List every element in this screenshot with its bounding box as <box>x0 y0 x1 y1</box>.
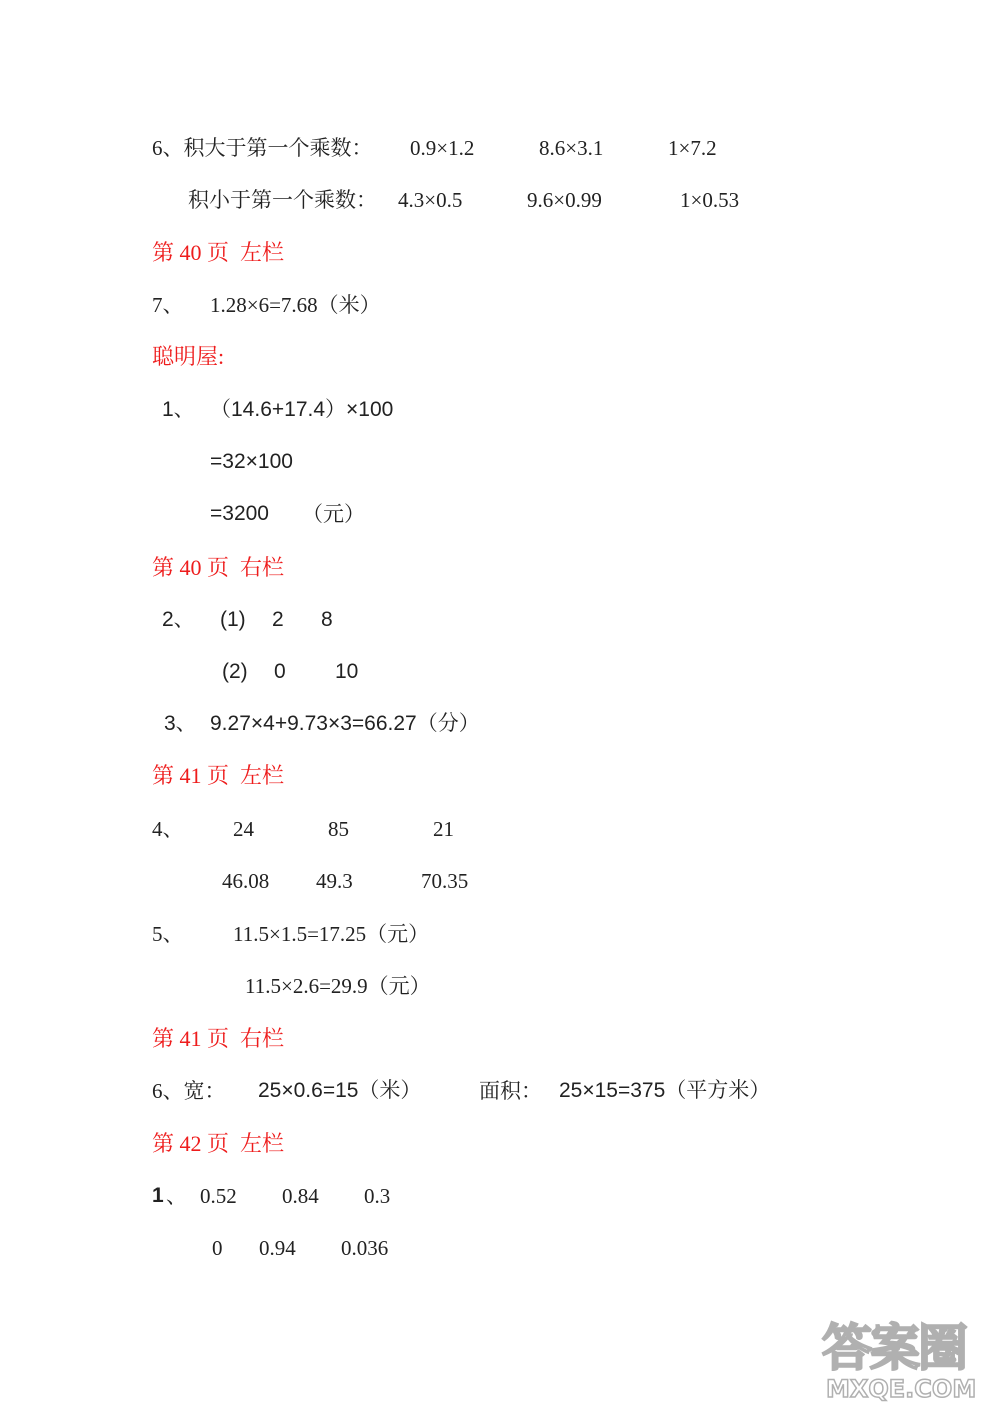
p1-answer: 0 <box>212 1236 223 1260</box>
q4-answer: 49.3 <box>316 869 353 893</box>
q6-answer: 1×7.2 <box>668 136 717 160</box>
r2-row-1 <box>0 606 333 634</box>
q6-answer: 4.3×0.5 <box>398 188 463 212</box>
q6-answer: 0.9×1.2 <box>410 136 475 160</box>
watermark-url: MXQE.COM <box>826 1375 977 1403</box>
section-heading: 第 41 页 左栏 <box>152 763 285 788</box>
r2-answer: 0 <box>274 660 286 683</box>
p1-row-2 <box>0 1234 389 1262</box>
r2-number: 2、 <box>162 608 195 631</box>
q6-label-greater: 6、积大于第一个乘数： <box>152 136 373 160</box>
q5-answer: 11.5×1.5=17.25（元） <box>233 922 430 946</box>
c1-line-3: =3200 <box>210 502 269 525</box>
r6-label: 6、宽： <box>152 1079 226 1103</box>
c1-row-1 <box>0 396 394 424</box>
c1-line-1: （14.6+17.4）×100 <box>210 398 394 421</box>
q6-answer: 9.6×0.99 <box>527 188 602 212</box>
r2-part-label: (1) <box>220 608 246 631</box>
q4-number: 4、 <box>152 817 184 841</box>
r3-row <box>0 710 480 738</box>
section-heading: 第 42 页 左栏 <box>152 1131 285 1156</box>
q4-answer: 21 <box>433 817 454 841</box>
p1-answer: 0.94 <box>259 1236 296 1260</box>
p1-number: 1 <box>152 1184 164 1207</box>
q7-answer: 1.28×6=7.68（米） <box>210 293 381 317</box>
q7-row <box>0 291 381 319</box>
c1-row-3 <box>0 500 365 528</box>
r2-answer: 10 <box>335 660 359 683</box>
q4-row-2 <box>0 867 469 895</box>
q6-row-less <box>0 186 740 214</box>
q5-number: 5、 <box>152 922 184 946</box>
q7-number: 7、 <box>152 293 184 317</box>
q6-row-greater <box>0 134 717 162</box>
p1-separator: 、 <box>166 1184 187 1208</box>
c1-line-2: =32×100 <box>210 450 293 473</box>
q6-label-less: 积小于第一个乘数： <box>188 188 377 212</box>
section-heading: 第 40 页 右栏 <box>152 555 285 580</box>
r6-row <box>0 1077 771 1105</box>
section-heading: 第 40 页 左栏 <box>152 240 285 265</box>
r6-width: 25×0.6=15（米） <box>258 1079 422 1102</box>
watermark-logo: 答案圈 <box>822 1319 966 1377</box>
r2-row-2 <box>0 658 359 686</box>
q4-answer: 46.08 <box>222 869 270 893</box>
q4-row-1 <box>0 815 454 843</box>
r2-answer: 2 <box>272 608 284 631</box>
c1-unit: （元） <box>302 502 365 526</box>
r2-answer: 8 <box>321 608 333 631</box>
watermark <box>818 1318 998 1410</box>
p1-answer: 0.3 <box>364 1184 391 1208</box>
p1-answer: 0.84 <box>282 1184 319 1208</box>
c1-row-2 <box>0 448 293 476</box>
c1-number: 1、 <box>162 398 195 421</box>
bonus-heading: 聪明屋: <box>152 344 225 369</box>
q6-answer: 1×0.53 <box>680 188 740 212</box>
q6-answer: 8.6×3.1 <box>539 136 604 160</box>
r3-answer: 9.27×4+9.73×3=66.27（分） <box>210 712 480 735</box>
r2-part-label: (2) <box>222 660 248 683</box>
r3-number: 3、 <box>164 712 197 735</box>
r6-area-label: 面积： <box>479 1079 542 1103</box>
p1-answer: 0.036 <box>341 1236 389 1260</box>
q4-answer: 70.35 <box>421 869 469 893</box>
r6-area: 25×15=375（平方米） <box>559 1079 771 1102</box>
section-heading: 第 41 页 右栏 <box>152 1026 285 1051</box>
p1-row-1 <box>0 1182 391 1210</box>
q4-answer: 85 <box>328 817 349 841</box>
q5-row-1 <box>0 920 430 948</box>
q4-answer: 24 <box>233 817 254 841</box>
p1-answer: 0.52 <box>200 1184 237 1208</box>
q5-answer: 11.5×2.6=29.9（元） <box>245 974 431 998</box>
q5-row-2 <box>0 972 431 1000</box>
